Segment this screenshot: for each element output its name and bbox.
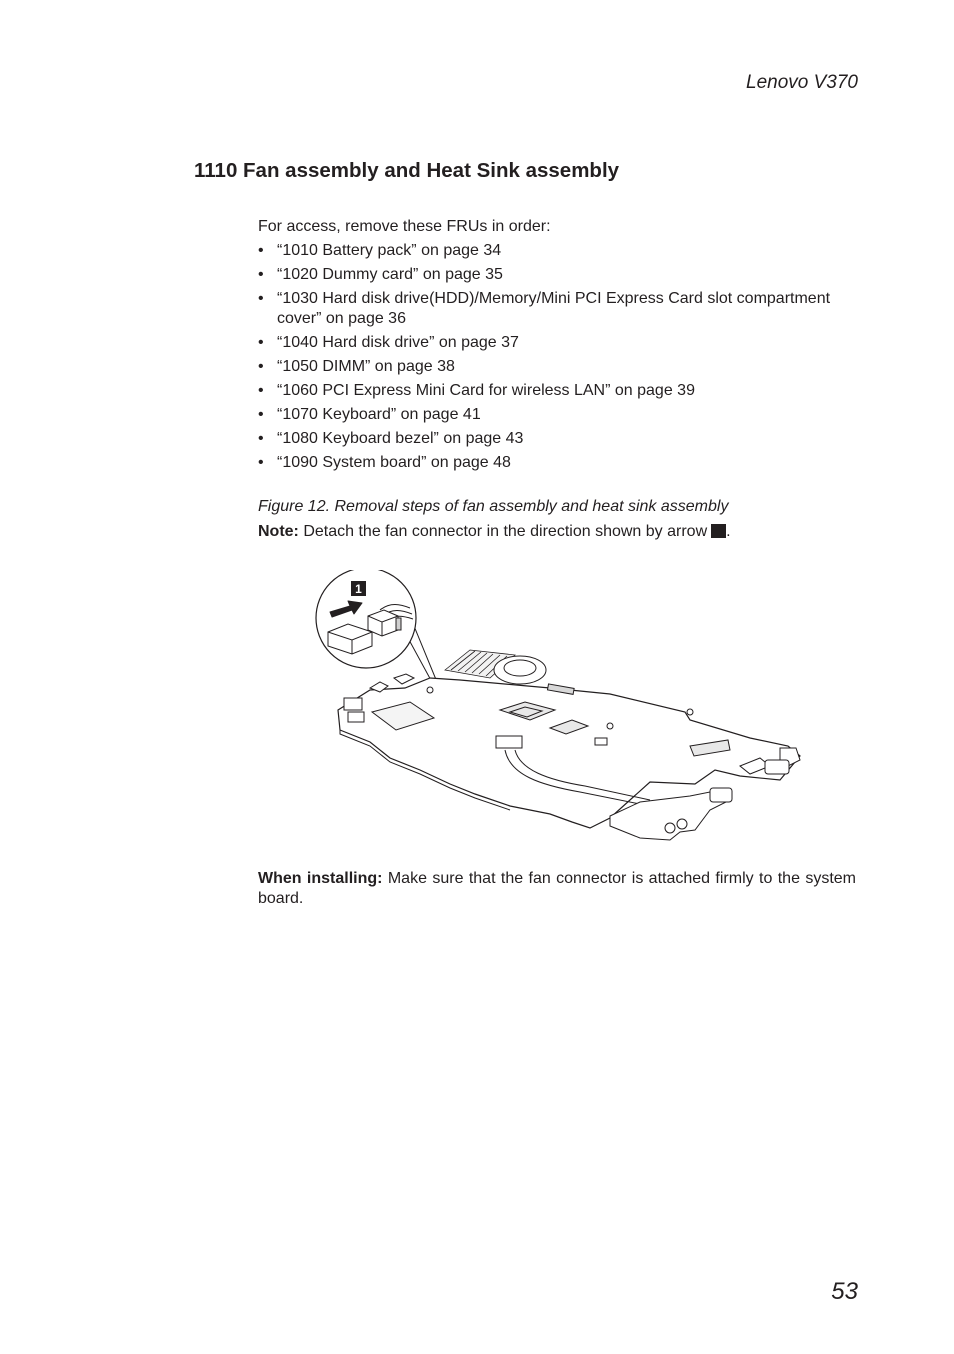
cable-clip	[496, 736, 522, 748]
fru-link[interactable]: “1010 Battery pack” on page 34	[277, 242, 502, 259]
bullet-icon: •	[258, 290, 264, 307]
bullet-icon: •	[258, 382, 264, 399]
list-item	[258, 453, 856, 473]
list-item	[258, 381, 856, 401]
page-number: 53	[831, 1278, 858, 1305]
list-item	[258, 289, 856, 329]
access-section	[258, 217, 856, 477]
fru-link[interactable]: “1030 Hard disk drive(HDD)/Memory/Mini PCI Express Card slot compartment cover” on page 36	[277, 290, 831, 327]
fru-link[interactable]: “1060 PCI Express Mini Card for wireless LAN” on page 39	[277, 382, 695, 399]
fru-link[interactable]: “1070 Keyboard” on page 41	[277, 406, 481, 423]
list-item	[258, 241, 856, 261]
fru-link[interactable]: “1080 Keyboard bezel” on page 43	[277, 430, 524, 447]
step-label: 1	[355, 582, 362, 596]
fru-link[interactable]: “1090 System board” on page 48	[277, 454, 511, 471]
access-intro: For access, remove these FRUs in order:	[258, 218, 551, 235]
step-marker-icon	[711, 524, 726, 538]
bullet-icon: •	[258, 454, 264, 471]
fru-link[interactable]: “1040 Hard disk drive” on page 37	[277, 334, 519, 351]
fru-link[interactable]: “1020 Dummy card” on page 35	[277, 266, 503, 283]
bullet-icon: •	[258, 266, 264, 283]
header-product-title: Lenovo V370	[746, 72, 858, 93]
note-text: Detach the fan connector in the direction shown by arrow	[298, 523, 708, 540]
system-board-illustration	[310, 570, 810, 855]
section-title: 1110 Fan assembly and Heat Sink assembly	[194, 159, 620, 182]
note	[258, 523, 731, 541]
left-io-port	[344, 698, 362, 710]
list-item	[258, 333, 856, 353]
note-label: Note:	[258, 523, 299, 540]
list-item	[258, 357, 856, 377]
note-end: .	[726, 523, 731, 540]
bullet-icon: •	[258, 334, 264, 351]
list-item	[258, 405, 856, 425]
bullet-icon: •	[258, 358, 264, 375]
system-board-outline	[338, 678, 800, 828]
installation-note	[258, 869, 856, 909]
fru-list	[258, 241, 856, 473]
bullet-icon: •	[258, 242, 264, 259]
figure-caption: Figure 12. Removal steps of fan assembly and heat sink assembly	[258, 498, 729, 515]
bullet-icon: •	[258, 406, 264, 423]
bullet-icon: •	[258, 430, 264, 447]
install-text: Make sure that the fan connector is attached firmly to the system board.	[258, 870, 857, 907]
list-item	[258, 429, 856, 449]
list-item	[258, 265, 856, 285]
fru-link[interactable]: “1050 DIMM” on page 38	[277, 358, 455, 375]
install-label: When installing:	[258, 870, 383, 887]
